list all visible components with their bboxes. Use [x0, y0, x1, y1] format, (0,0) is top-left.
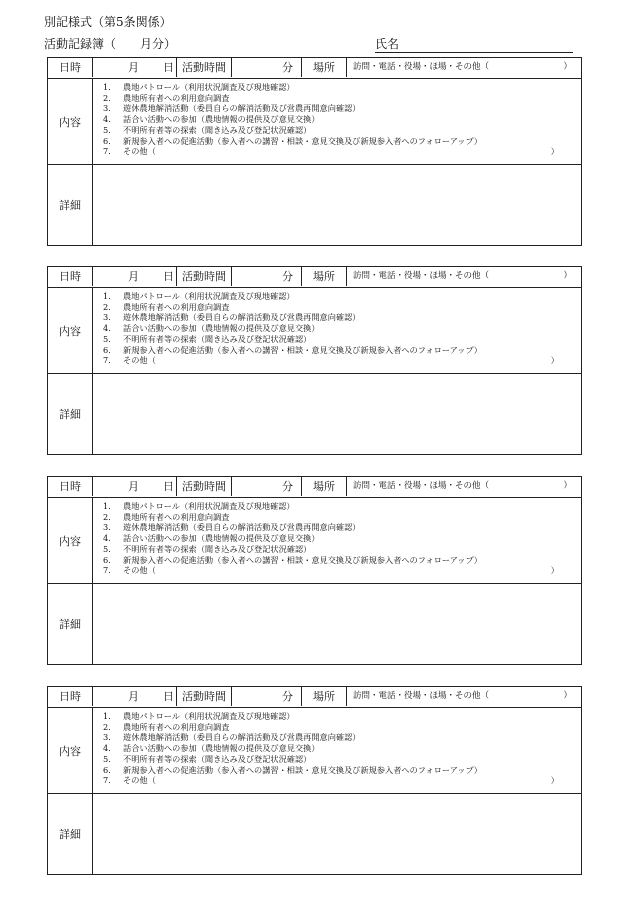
- record-content-row: [48, 708, 581, 794]
- content-item-number: 3．: [103, 103, 117, 114]
- content-item-text: 話合い活動への参加（農地情報の提供及び意見交換）: [123, 114, 320, 125]
- content-item-number: 2．: [103, 92, 117, 103]
- book-title: 活動記録簿（ 月分）: [44, 37, 177, 51]
- record-header-row: [48, 58, 581, 79]
- place-label: 場所: [302, 477, 347, 496]
- content-item-text: 遊休農地解消活動（委員自らの解消活動及び営農再開意向確認）: [123, 522, 361, 533]
- content-item-number: 4．: [103, 323, 117, 334]
- date-label: 日時: [48, 687, 93, 706]
- content-item-text: 農地パトロール（利用状況調査及び現地確認）: [123, 711, 295, 721]
- content-item-number: 6．: [103, 135, 117, 146]
- name-label: 氏名: [375, 37, 400, 51]
- place-paren-close: ）: [563, 691, 572, 701]
- content-item-list: [93, 288, 581, 373]
- content-item-number: 1．: [103, 501, 117, 511]
- content-item-number: 6．: [103, 554, 117, 565]
- content-item[interactable]: [103, 512, 581, 523]
- content-item-text: 新規参入者への促進活動（参入者への講習・相談・意見交換及び新規参入者へのフォローアップ）: [123, 344, 482, 355]
- content-item[interactable]: [103, 93, 581, 104]
- month-label: 月: [128, 480, 139, 493]
- content-item-text: 話合い活動への参加（農地情報の提供及び意見交換）: [123, 533, 320, 544]
- record-detail-row: [48, 374, 581, 454]
- content-item-number: 7．: [103, 355, 117, 366]
- activity-time-field[interactable]: [232, 477, 302, 496]
- content-item[interactable]: [103, 125, 581, 136]
- content-item[interactable]: [103, 711, 581, 722]
- content-item-number: 3．: [103, 522, 117, 533]
- content-item[interactable]: [103, 146, 581, 157]
- content-item[interactable]: [103, 743, 581, 754]
- day-label: 日: [163, 61, 174, 74]
- activity-time-field[interactable]: [232, 267, 302, 286]
- place-label: 場所: [302, 687, 347, 706]
- place-options: 訪問・電話・役場・ほ場・その他（: [353, 271, 490, 281]
- detail-field[interactable]: [93, 794, 581, 874]
- content-item[interactable]: [103, 754, 581, 765]
- date-field[interactable]: [93, 687, 177, 706]
- content-item[interactable]: [103, 775, 581, 786]
- date-field[interactable]: [93, 477, 177, 496]
- detail-label: 詳細: [48, 374, 93, 454]
- book-line: [44, 35, 584, 53]
- detail-label: 詳細: [48, 584, 93, 664]
- content-item-text: 農地所有者への利用意向調査: [123, 92, 230, 103]
- place-field[interactable]: [347, 477, 581, 496]
- content-item-number: 5．: [103, 124, 117, 135]
- content-item-text: 遊休農地解消活動（委員自らの解消活動及び営農再開意向確認）: [123, 732, 361, 743]
- place-label: 場所: [302, 267, 347, 286]
- minute-label: 分: [282, 690, 293, 703]
- activity-time-field[interactable]: [232, 58, 302, 77]
- record-content-row: [48, 288, 581, 374]
- content-item-text: 農地所有者への利用意向調査: [123, 721, 230, 732]
- record-detail-row: [48, 584, 581, 664]
- content-item[interactable]: [103, 136, 581, 147]
- date-label: 日時: [48, 477, 93, 496]
- content-item[interactable]: [103, 501, 581, 512]
- content-item-number: 7．: [103, 146, 117, 157]
- content-item-list: [93, 708, 581, 793]
- content-item-number: 7．: [103, 565, 117, 576]
- month-label: 月: [128, 270, 139, 283]
- detail-field[interactable]: [93, 165, 581, 245]
- content-item-text: 不明所有者等の探索（聞き込み及び登記状況確認）: [123, 753, 312, 764]
- record-header-row: [48, 687, 581, 708]
- content-item-text: その他（: [123, 775, 156, 786]
- day-label: 日: [163, 690, 174, 703]
- content-item[interactable]: [103, 555, 581, 566]
- content-item-text: 新規参入者への促進活動（参入者への講習・相談・意見交換及び新規参入者へのフォローアップ）: [123, 764, 482, 775]
- content-item-number: 6．: [103, 344, 117, 355]
- form-name: 別記様式（第5条関係）: [44, 15, 172, 29]
- content-item[interactable]: [103, 334, 581, 345]
- content-item-number: 4．: [103, 114, 117, 125]
- place-options: 訪問・電話・役場・ほ場・その他（: [353, 691, 490, 701]
- place-paren-close: ）: [563, 271, 572, 281]
- content-item-paren-close: ）: [550, 146, 559, 157]
- name-field[interactable]: [375, 35, 573, 53]
- content-item[interactable]: [103, 312, 581, 323]
- detail-label: 詳細: [48, 794, 93, 874]
- content-item-number: 2．: [103, 511, 117, 522]
- month-label: 月: [128, 61, 139, 74]
- content-item-list: [93, 79, 581, 164]
- content-item-text: 遊休農地解消活動（委員自らの解消活動及び営農再開意向確認）: [123, 103, 361, 114]
- place-label: 場所: [302, 58, 347, 77]
- minute-label: 分: [282, 480, 293, 493]
- content-label: 内容: [48, 79, 93, 164]
- activity-time-label: 活動時間: [177, 687, 232, 706]
- content-item[interactable]: [103, 345, 581, 356]
- content-item-text: 農地パトロール（利用状況調査及び現地確認）: [123, 82, 295, 92]
- content-item-paren-close: ）: [550, 775, 559, 786]
- content-item-text: 話合い活動への参加（農地情報の提供及び意見交換）: [123, 323, 320, 334]
- place-options: 訪問・電話・役場・ほ場・その他（: [353, 481, 490, 491]
- place-field[interactable]: [347, 58, 581, 77]
- month-label: 月: [128, 690, 139, 703]
- content-item-text: 不明所有者等の探索（聞き込み及び登記状況確認）: [123, 333, 312, 344]
- content-item-number: 4．: [103, 533, 117, 544]
- record-content-row: [48, 498, 581, 584]
- content-label: 内容: [48, 708, 93, 793]
- day-label: 日: [163, 270, 174, 283]
- content-item[interactable]: [103, 114, 581, 125]
- place-field[interactable]: [347, 687, 581, 706]
- place-paren-close: ）: [563, 481, 572, 491]
- detail-field[interactable]: [93, 584, 581, 664]
- content-item[interactable]: [103, 565, 581, 576]
- content-item-text: その他（: [123, 146, 156, 157]
- activity-time-field[interactable]: [232, 687, 302, 706]
- content-item[interactable]: [103, 302, 581, 313]
- content-item-number: 1．: [103, 82, 117, 92]
- content-item-number: 1．: [103, 711, 117, 721]
- content-item[interactable]: [103, 522, 581, 533]
- content-item[interactable]: [103, 103, 581, 114]
- content-item-number: 1．: [103, 291, 117, 301]
- content-item[interactable]: [103, 291, 581, 302]
- content-item-text: 農地パトロール（利用状況調査及び現地確認）: [123, 501, 295, 511]
- record-detail-row: [48, 165, 581, 245]
- day-label: 日: [163, 480, 174, 493]
- content-item-text: 不明所有者等の探索（聞き込み及び登記状況確認）: [123, 543, 312, 554]
- content-label: 内容: [48, 498, 93, 583]
- content-item-text: 農地パトロール（利用状況調査及び現地確認）: [123, 291, 295, 301]
- content-item-text: 新規参入者への促進活動（参入者への講習・相談・意見交換及び新規参入者へのフォローアップ）: [123, 135, 482, 146]
- content-item-number: 2．: [103, 301, 117, 312]
- record-content-row: [48, 79, 581, 165]
- content-item-text: その他（: [123, 565, 156, 576]
- content-item[interactable]: [103, 732, 581, 743]
- record-header-row: [48, 477, 581, 498]
- content-item-number: 3．: [103, 732, 117, 743]
- minute-label: 分: [282, 61, 293, 74]
- activity-time-label: 活動時間: [177, 477, 232, 496]
- content-item[interactable]: [103, 722, 581, 733]
- date-field[interactable]: [93, 267, 177, 286]
- content-item-number: 4．: [103, 743, 117, 754]
- content-item[interactable]: [103, 533, 581, 544]
- place-paren-close: ）: [563, 62, 572, 72]
- content-item[interactable]: [103, 765, 581, 776]
- content-item[interactable]: [103, 323, 581, 334]
- activity-time-label: 活動時間: [177, 58, 232, 77]
- place-field[interactable]: [347, 267, 581, 286]
- activity-record: [47, 476, 582, 665]
- detail-field[interactable]: [93, 374, 581, 454]
- content-item-text: その他（: [123, 355, 156, 366]
- content-label: 内容: [48, 288, 93, 373]
- activity-record: [47, 686, 582, 875]
- record-header-row: [48, 267, 581, 288]
- content-item[interactable]: [103, 82, 581, 93]
- date-label: 日時: [48, 267, 93, 286]
- content-item-text: 不明所有者等の探索（聞き込み及び登記状況確認）: [123, 124, 312, 135]
- content-item[interactable]: [103, 355, 581, 366]
- detail-label: 詳細: [48, 165, 93, 245]
- place-options: 訪問・電話・役場・ほ場・その他（: [353, 62, 490, 72]
- content-item[interactable]: [103, 544, 581, 555]
- date-label: 日時: [48, 58, 93, 77]
- content-item-list: [93, 498, 581, 583]
- activity-time-label: 活動時間: [177, 267, 232, 286]
- content-item-text: 遊休農地解消活動（委員自らの解消活動及び営農再開意向確認）: [123, 312, 361, 323]
- content-item-number: 5．: [103, 543, 117, 554]
- content-item-text: 新規参入者への促進活動（参入者への講習・相談・意見交換及び新規参入者へのフォローアップ）: [123, 554, 482, 565]
- content-item-number: 5．: [103, 753, 117, 764]
- content-item-text: 農地所有者への利用意向調査: [123, 511, 230, 522]
- date-field[interactable]: [93, 58, 177, 77]
- content-item-number: 6．: [103, 764, 117, 775]
- content-item-text: 農地所有者への利用意向調査: [123, 301, 230, 312]
- content-item-paren-close: ）: [550, 355, 559, 366]
- record-detail-row: [48, 794, 581, 874]
- content-item-text: 話合い活動への参加（農地情報の提供及び意見交換）: [123, 743, 320, 754]
- content-item-number: 7．: [103, 775, 117, 786]
- page-header: [44, 14, 584, 53]
- content-item-number: 5．: [103, 333, 117, 344]
- content-item-paren-close: ）: [550, 565, 559, 576]
- activity-record: [47, 266, 582, 455]
- content-item-number: 2．: [103, 721, 117, 732]
- minute-label: 分: [282, 270, 293, 283]
- activity-record: [47, 57, 582, 246]
- content-item-number: 3．: [103, 312, 117, 323]
